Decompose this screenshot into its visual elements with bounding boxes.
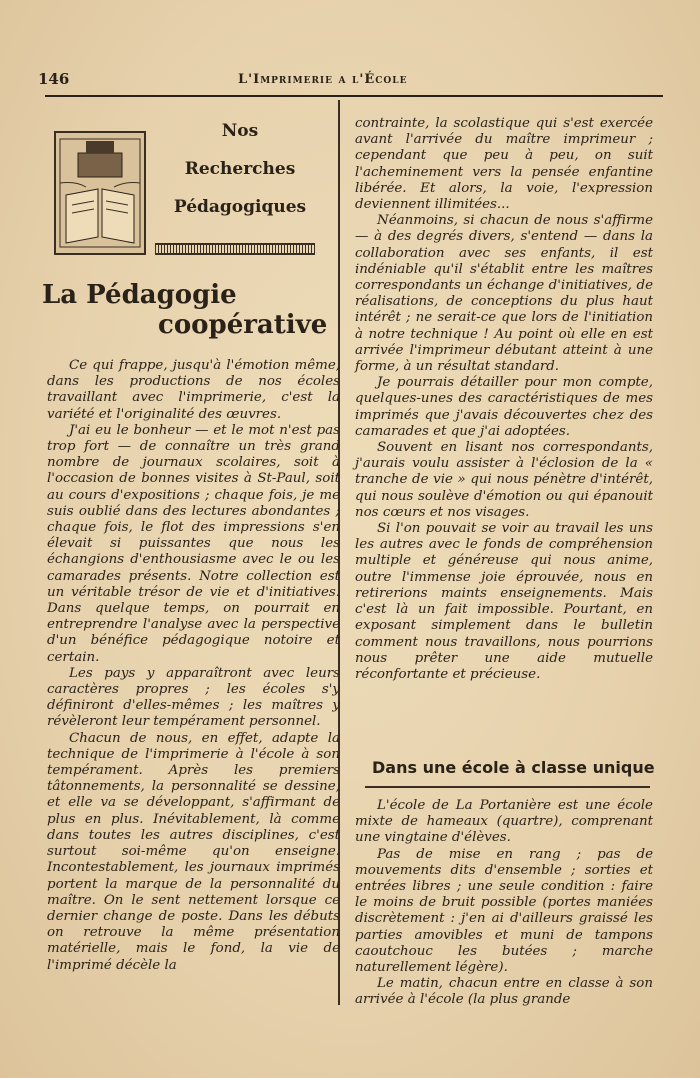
section-rule <box>365 786 650 788</box>
running-title: L'Imprimerie a l'École <box>238 72 408 87</box>
rubric-line-3: Pédagogiques <box>173 197 307 217</box>
section-body <box>355 798 653 1009</box>
paragraph: Souvent en lisant nos correspondants, j'aurais voulu assister à l'éclosion de la « tranche de vie » qui nous pénètre d'intérêt, qui nous soulève d'émotion ou qui épanouit nos cœurs et nos visages. <box>355 440 653 520</box>
paragraph: Le matin, chacun entre en classe à son arrivée à l'école (la plus grande <box>355 976 653 1008</box>
page-number: 146 <box>38 70 70 88</box>
paragraph: Chacun de nous, en effet, adapte la technique de l'imprimerie à l'école à son tempérament. Après les premiers tâtonnements, la personnalité se dessine, et elle va se développant, s'affirmant de plus en plus. Inévitablement, là comme dans toutes les autres disciplines, c'est surtout soi-même qu'on enseigne. Incontestablement, les journaux imprimés portent la marque de la personnalité du maître. On le sent nettement lorsque ce dernier change de poste. Dans les débuts on retrouve la même présentation matérielle, mais le fond, la vie de l'imprimé décèle la <box>47 730 340 973</box>
right-column <box>355 116 653 683</box>
paragraph: J'ai eu le bonheur — et le mot n'est pas trop fort — de connaître un très grand nombre de journaux scolaires, soit à l'occasion de bonnes visites à St-Paul, soit au cours d'expositions ; chaque fois, je me suis oublié dans des lectures abondantes ; chaque fois, le flot des impressions s'en élevait si puissantes que nous les échangions d'enthousiasme avec le ou les camarades présents. Notre collection est un véritable trésor de vie et d'initiatives. Dans quelque temps, on pourrait en entreprendre l'analyse avec la perspective d'un bénéfice pédagogique notoire et certain. <box>47 422 340 665</box>
rubric-illustration <box>54 131 146 255</box>
rubric-rule <box>155 243 315 255</box>
paragraph: Les pays y apparaîtront avec leurs caractères propres ; les écoles s'y définiront d'elles-mêmes ; les maîtres y révèleront leur tempérament personnel. <box>47 665 340 730</box>
rubric-line-2: Recherches <box>184 159 296 179</box>
paragraph: contrainte, la scolastique qui s'est exercée avant l'arrivée du maître imprimeur ; cependant que peu à peu, on suit l'acheminement vers la pensée enfantine libérée. Et alors, la voie, l'expression deviennent illimitées... <box>355 116 653 213</box>
section-heading: Dans une école à classe unique <box>372 758 655 777</box>
rubric-heading <box>150 116 330 218</box>
paragraph: Je pourrais détailler pour mon compte, quelques-unes des caractéristiques de mes imprimés que j'avais découvertes chez des camarades et que j'ai adoptées. <box>355 375 653 439</box>
running-header <box>38 70 660 92</box>
paragraph: Si l'on pouvait se voir au travail les uns les autres avec le fonds de compréhension multiple et généreuse qui nous anime, outre l'immense joie éprouvée, nous en retirerions maints enseignements. Mais c'est là un fait impossible. Pourtant, en exposant simplement dans le bulletin comment nous travaillons, nous pourrions nous prêter une aide mutuelle réconfortante et précieuse. <box>355 521 653 682</box>
header-rule <box>45 95 663 97</box>
paragraph: Néanmoins, si chacun de nous s'affirme — à des degrés divers, s'entend — dans la collaboration avec ses enfants, il est indéniable qu'il s'établit entre les maîtres correspondants un échange d'initiatives, de réalisations, de conceptions du plus haut intérêt ; ne serait-ce que lors de l'initiation à notre technique ! Au point où elle en est arrivée l'imprimeur débutant atteint à une forme, à un résultat standard. <box>355 213 653 375</box>
paragraph: L'école de La Portanière est une école mixte de hameaux (quartre), comprenant une vingtaine d'élèves. <box>355 798 653 846</box>
left-column <box>47 358 340 974</box>
paragraph: Pas de mise en rang ; pas de mouvements dits d'ensemble ; sorties et entrées libres ; une seule condition : faire le moins de bruit possible (portes maniées discrètement : j'en ai d'ailleurs graissé les parties amovibles et muni de tampons caoutchouc les butées ; marche naturellement légère). <box>355 846 653 976</box>
press-books-icon <box>56 133 144 253</box>
rubric-line-1: Nos <box>221 121 259 141</box>
article-title-line-1: La Pédagogie <box>42 280 237 310</box>
paragraph: Ce qui frappe, jusqu'à l'émotion même, dans les productions de nos écoles travaillant avec l'imprimerie, c'est la variété et l'originalité des œuvres. <box>47 358 340 422</box>
article-title-line-2: coopérative <box>158 310 328 340</box>
